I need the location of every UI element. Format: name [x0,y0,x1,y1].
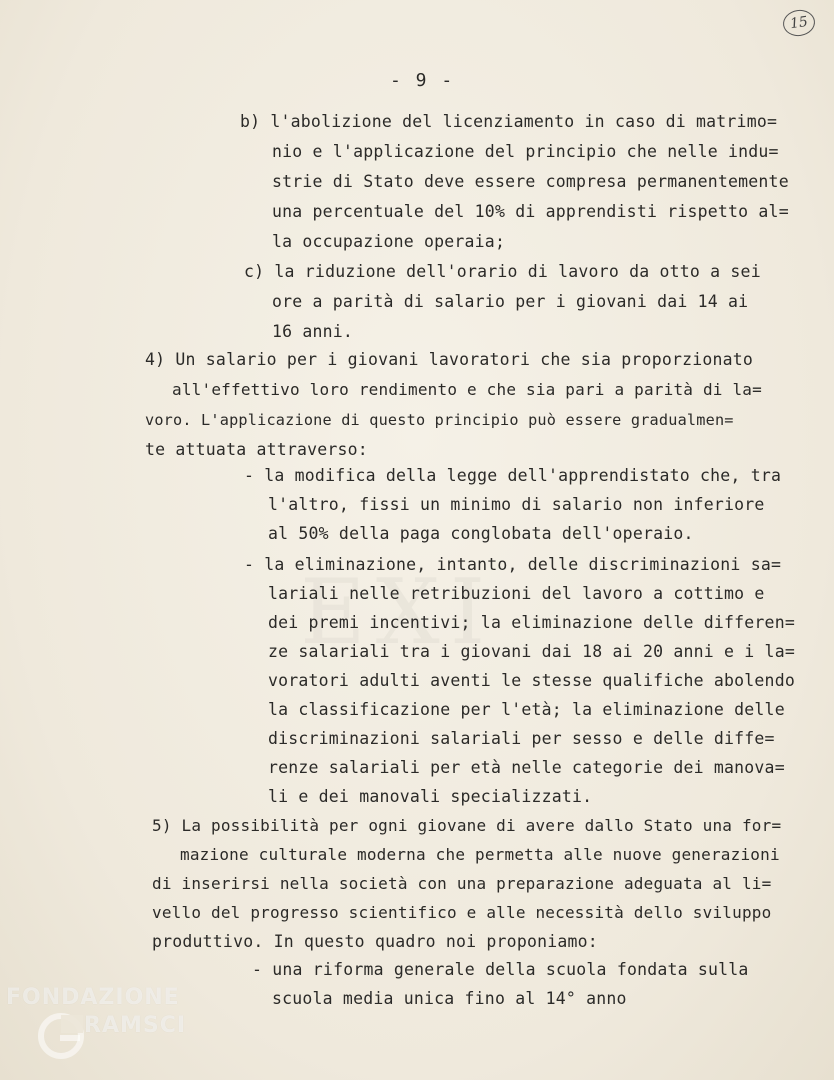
text-line: ze salariali tra i giovani dai 18 ai 20 anni e i la= [268,642,795,661]
text-line: ore a parità di salario per i giovani dai 14 ai [272,292,749,311]
text-line: vello del progresso scientifico e alle necessità dello sviluppo [152,903,772,922]
text-line: produttivo. In questo quadro noi proponiamo: [152,932,598,951]
text-line: - la eliminazione, intanto, delle discriminazioni sa= [244,555,782,574]
page-number: - 9 - [390,70,455,91]
text-line: 16 anni. [272,322,354,341]
archive-stamp: 15 [781,8,816,38]
text-line: mazione culturale moderna che permetta alle nuove generazioni [180,845,780,864]
text-line: scuola media unica fino al 14° anno [272,989,627,1008]
text-line: discriminazioni salariali per sesso e delle diffe= [268,729,775,748]
text-line: - la modifica della legge dell'apprendistato che, tra [244,466,782,485]
text-line: c) la riduzione dell'orario di lavoro da otto a sei [244,262,761,281]
text-line: - una riforma generale della scuola fondata sulla [252,960,749,979]
text-line: la occupazione operaia; [272,232,506,251]
text-line: una percentuale del 10% di apprendisti rispetto al= [272,202,789,221]
text-line: li e dei manovali specializzati. [268,787,593,806]
text-line: b) l'abolizione del licenziamento in caso di matrimo= [240,112,778,131]
text-line: al 50% della paga conglobata dell'operaio. [268,524,694,543]
archive-watermark [6,985,206,1075]
text-line: all'effettivo loro rendimento e che sia pari a parità di la= [172,380,762,399]
text-line: renze salariali per età nelle categorie dei manova= [268,758,785,777]
text-line: 4) Un salario per i giovani lavoratori che sia proporzionato [145,350,754,369]
text-line: l'altro, fissi un minimo di salario non inferiore [268,495,765,514]
text-line: di inserirsi nella società con una preparazione adeguata al li= [152,874,772,893]
text-line: nio e l'applicazione del principio che nelle indu= [272,142,779,161]
text-line: lariali nelle retribuzioni del lavoro a cottimo e [268,584,765,603]
text-line: strie di Stato deve essere compresa permanentemente [272,172,789,191]
text-line: voratori adulti aventi le stesse qualifiche abolendo [268,671,795,690]
gramsci-g-logo [36,1011,86,1061]
text-line: voro. L'applicazione di questo principio può essere gradualmen= [145,411,734,429]
text-line: dei premi incentivi; la eliminazione delle differen= [268,613,795,632]
watermark-line-1: FONDAZIONE [6,985,180,1010]
text-line: 5) La possibilità per ogni giovane di avere dallo Stato una for= [152,816,782,835]
watermark-line-2: RAMSCI [84,1013,187,1038]
text-line: la classificazione per l'età; la eliminazione delle [268,700,785,719]
text-line: te attuata attraverso: [145,440,368,459]
